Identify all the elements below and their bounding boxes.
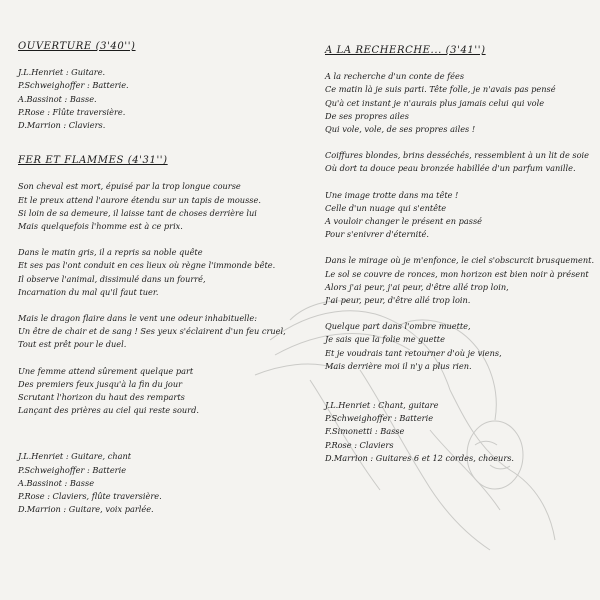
credits-a-la-recherche (325, 399, 595, 465)
credit-line: A.Bassinot : Basse (18, 477, 95, 488)
lyric-line: Coiffures blondes, brins desséchés, ressemblent à un lit de soie (325, 150, 589, 161)
lyric-line: Pour s'enivrer d'éternité. (325, 229, 430, 240)
lyric-line: Scrutant l'horizon du haut des remparts (18, 392, 185, 403)
lyric-line: Et je voudrais tant retourner d'où je viens, (325, 347, 502, 358)
lyric-line: Ce matin là je suis parti. Tête folle, je n'avais pas pensé (325, 84, 556, 95)
lyric-line: J'ai peur, peur, d'être allé trop loin. (325, 295, 471, 306)
credit-line: P.Schweighoffer : Batterie. (18, 80, 129, 91)
lyric-line: Son cheval est mort, épuisé par la trop longue course (18, 181, 241, 192)
lyric-line: Si loin de sa demeure, il laisse tant de choses derrière lui (18, 207, 257, 218)
credit-line: P.Rose : Claviers (325, 439, 394, 450)
lyric-line: Il observe l'animal, dissimulé dans un fourré, (18, 273, 206, 284)
lyric-line: A vouloir changer le présent en passé (325, 216, 483, 227)
lyric-line: Dans le matin gris, il a repris sa noble quête (18, 247, 203, 258)
lyric-line: Alors j'ai peur, j'ai peur, d'être allé trop loin, (325, 281, 509, 292)
credit-line: J.L.Henriet : Chant, guitare (325, 400, 439, 411)
credit-line: F.Simonetti : Basse (325, 426, 405, 437)
credit-line: P.Schweighoffer : Batterie (325, 413, 434, 424)
lyric-line: Mais derrière moi il n'y a plus rien. (325, 360, 472, 371)
song-title-a-la-recherche: A LA RECHERCHE... (3'41'') (325, 45, 486, 56)
left-column (18, 40, 288, 516)
lyric-line: Le sol se couvre de ronces, mon horizon est bien noir à présent (325, 268, 589, 279)
lyrics-a-la-recherche (325, 70, 595, 373)
lyric-line: Et le preux attend l'aurore étendu sur un tapis de mousse. (18, 194, 261, 205)
lyric-line: Où dort ta douce peau bronzée habillée d'un parfum vanille. (325, 163, 576, 174)
lyric-line: Tout est prêt pour le duel. (18, 339, 127, 350)
lyric-line: Qu'à cet instant je n'aurais plus jamais celui qui vole (325, 97, 545, 108)
lyric-line: Quelque part dans l'ombre muette, (325, 321, 471, 332)
lyric-line: De ses propres ailes (325, 110, 409, 121)
lyric-line: Incarnation du mal qu'il faut tuer. (18, 286, 159, 297)
lyric-line: Une femme attend sûrement quelque part (18, 365, 194, 376)
lyric-line: Une image trotte dans ma tête ! (325, 189, 459, 200)
credits-ouverture (18, 66, 288, 132)
credit-line: P.Rose : Claviers, flûte traversière. (18, 491, 162, 502)
lyric-line: Mais le dragon flaire dans le vent une odeur inhabituelle: (18, 313, 258, 324)
credit-line: D.Marrion : Claviers. (18, 120, 106, 131)
lyric-line: A la recherche d'un conte de fées (325, 71, 465, 82)
lyric-line: Mais quelquefois l'homme est à ce prix. (18, 221, 183, 232)
lyric-line: Des premiers feux jusqu'à la fin du jour (18, 378, 183, 389)
credit-line: D.Marrion : Guitare, voix parlée. (18, 504, 154, 515)
credit-line: D.Marrion : Guitares 6 et 12 cordes, choeurs. (325, 452, 515, 463)
credit-line: P.Rose : Flûte traversière. (18, 106, 126, 117)
lyric-line: Un être de chair et de sang ! Ses yeux s'éclairent d'un feu cruel, (18, 326, 286, 337)
credit-line: P.Schweighoffer : Batterie (18, 464, 127, 475)
lyric-line: Lançant des prières au ciel qui reste sourd. (18, 405, 199, 416)
right-column (325, 44, 595, 465)
lyric-line: Dans le mirage où je m'enfonce, le ciel s'obscurcit brusquement. (325, 255, 595, 266)
lyric-line: Qui vole, vole, de ses propres ailes ! (325, 124, 476, 135)
lyric-line: Et ses pas l'ont conduit en ces lieux où règne l'immonde bête. (18, 260, 276, 271)
lyric-line: Je sais que la folie me guette (325, 334, 445, 345)
credit-line: J.L.Henriet : Guitare, chant (18, 451, 132, 462)
song-title-fer-et-flammes: FER ET FLAMMES (4'31'') (18, 155, 168, 167)
credit-line: A.Bassinot : Basse. (18, 93, 97, 104)
credit-line: J.L.Henriet : Guitare. (18, 67, 106, 78)
lyrics-fer-et-flammes (18, 180, 288, 417)
lyric-line: Celle d'un nuage qui s'entête (325, 202, 447, 213)
song-title-ouverture: OUVERTURE (3'40'') (18, 41, 136, 52)
credits-fer-et-flammes (18, 450, 288, 516)
